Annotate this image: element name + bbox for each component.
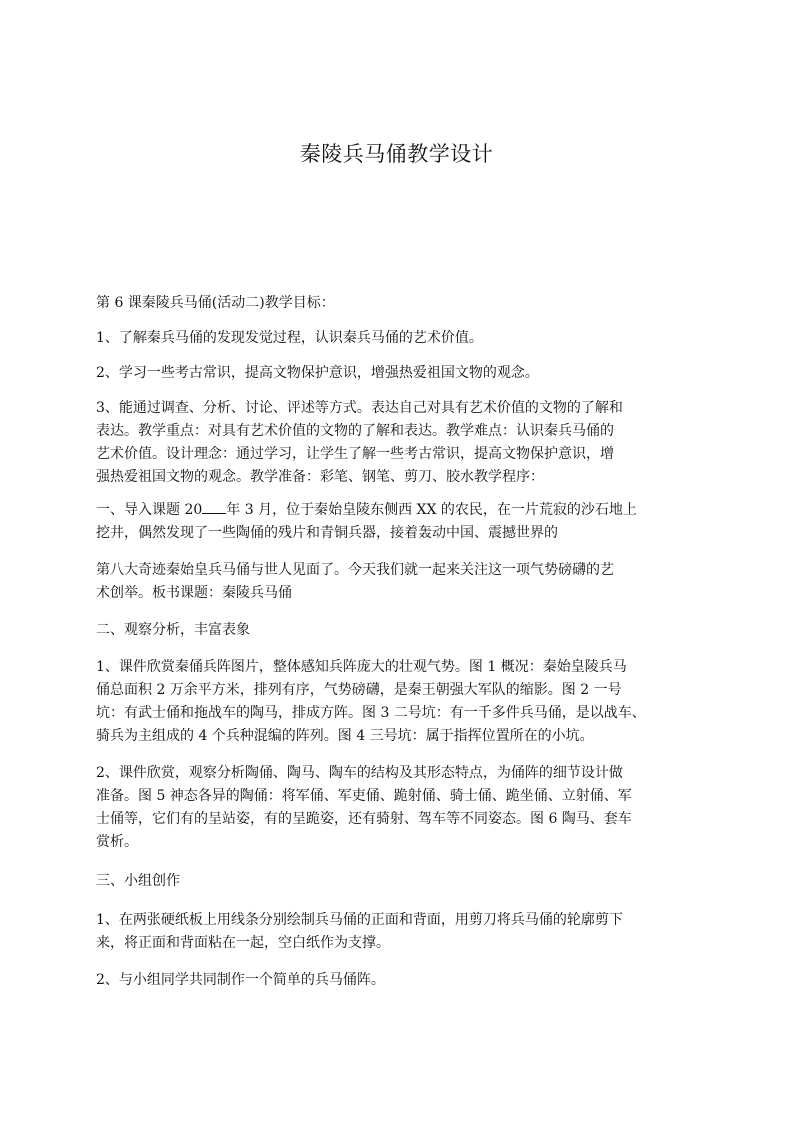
section-2-item-1-line: 1、课件欣赏秦俑兵阵图片，整体感知兵阵庞大的壮观气势。图 1 概况：秦始皇陵兵马 — [96, 659, 627, 675]
goal-3-line: 强热爱祖国文物的观念。教学准备：彩笔、钢笔、剪刀、胶水教学程序： — [96, 469, 544, 485]
year-blank — [202, 499, 226, 514]
section-1-text: 一、导入课题 20 — [96, 502, 203, 518]
section-1-intro — [96, 499, 712, 545]
goal-3-line: 表达。教学重点：对具有艺术价值的文物的了解和表达。教学难点：认识秦兵马俑的 — [96, 423, 614, 439]
section-3-item-1-line: 1、在两张硬纸板上用线条分别绘制兵马俑的正面和背面，用剪刀将兵马俑的轮廓剪下 — [96, 912, 623, 928]
goal-3 — [96, 397, 712, 489]
section-3-item-1 — [96, 909, 712, 955]
section-1-cont-line: 第八大奇迹秦始皇兵马俑与世人见面了。今天我们就一起来关注这一项气势磅礴的艺 — [96, 562, 614, 578]
section-2-heading: 二、观察分析，丰富表象 — [96, 622, 250, 638]
goal-1: 1、了解秦兵马俑的发现发觉过程，认识秦兵马俑的艺术价值。 — [96, 330, 483, 346]
section-2-item-1-line: 俑总面积 2 万余平方米，排列有序，气势磅礴，是秦王朝强大军队的缩影。图 2 一号 — [96, 682, 622, 698]
section-3-item-1-line: 来，将正面和背面粘在一起，空白纸作为支撑。 — [96, 935, 390, 951]
section-2-item-2-line: 赏析。 — [96, 834, 138, 850]
section-1-line — [96, 499, 712, 522]
section-2-item-2 — [96, 762, 712, 854]
section-2-item-1-line: 骑兵为主组成的 4 个兵种混编的阵列。图 4 三号坑：属于指挥位置所在的小坑。 — [96, 728, 594, 744]
section-2-item-1 — [96, 656, 712, 748]
section-1-cont-line: 术创举。板书课题：秦陵兵马俑 — [96, 585, 292, 601]
goal-3-line: 3、能通过调查、分析、讨论、评述等方式。表达自己对具有艺术价值的文物的了解和 — [96, 400, 623, 416]
section-2-item-2-line: 准备。图 5 神态各异的陶俑：将军俑、军吏俑、跪射俑、骑士俑、跪坐俑、立射俑、军 — [96, 788, 632, 804]
document-body — [96, 292, 712, 992]
section-3-item-2: 2、与小组同学共同制作一个简单的兵马俑阵。 — [96, 972, 385, 988]
section-1-text: 年 3 月，位于秦始皇陵东侧西 XX 的农民，在一片荒寂的沙石地上 — [226, 502, 637, 518]
section-2-item-2-line: 士俑等，它们有的呈站姿，有的呈跪姿，还有骑射、驾车等不同姿态。图 6 陶马、套车 — [96, 811, 632, 827]
document-title: 秦陵兵马俑教学设计 — [299, 142, 494, 166]
section-1-continuation — [96, 559, 712, 605]
section-2-item-2-line: 2、课件欣赏，观察分析陶俑、陶马、陶车的结构及其形态特点，为俑阵的细节设计做 — [96, 765, 623, 781]
lesson-heading: 第 6 课秦陵兵马俑(活动二)教学目标： — [96, 295, 335, 311]
goal-2: 2、学习一些考古常识，提高文物保护意识，增强热爱祖国文物的观念。 — [96, 365, 539, 381]
goal-3-line: 艺术价值。设计理念：通过学习，让学生了解一些考古常识，提高文物保护意识，增 — [96, 446, 614, 462]
section-2-item-1-line: 坑：有武士俑和拖战车的陶马，排成方阵。图 3 二号坑：有一千多件兵马俑，是以战车、 — [96, 705, 646, 721]
section-1-line: 挖井，偶然发现了一些陶俑的残片和青铜兵器，接着轰动中国、震撼世界的 — [96, 525, 558, 541]
section-3-heading: 三、小组创作 — [96, 873, 180, 889]
